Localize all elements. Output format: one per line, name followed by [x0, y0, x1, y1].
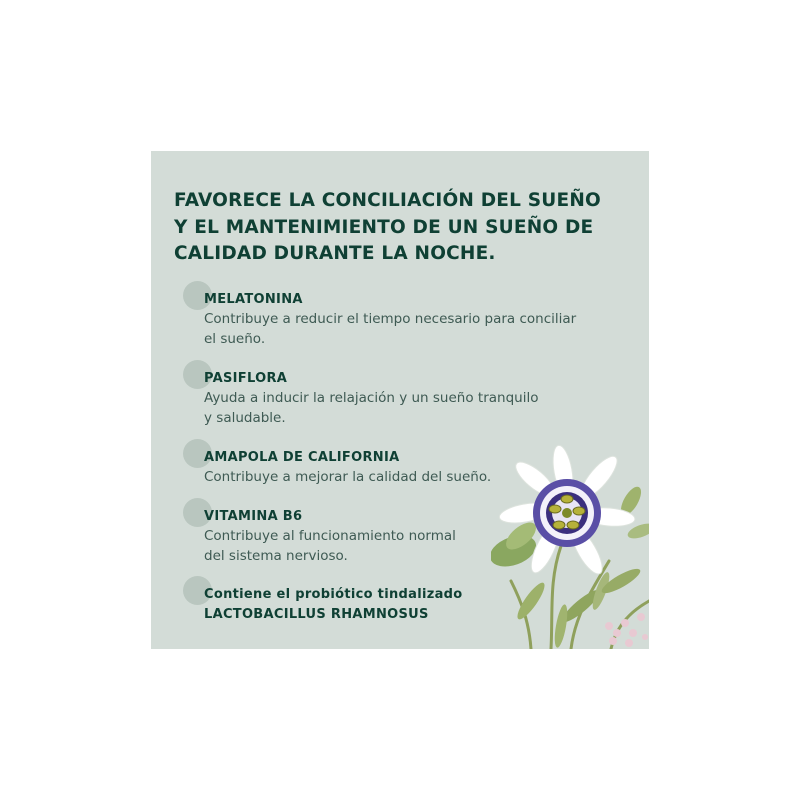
description-line: del sistema nervioso.	[204, 548, 348, 564]
ingredient-melatonina	[186, 290, 616, 349]
description-line: Ayuda a inducir la relajación y un sueño tranquilo	[204, 390, 539, 406]
headline	[174, 188, 634, 268]
description-line: Contribuye a reducir el tiempo necesario para conciliar	[204, 311, 577, 327]
passion-flower-illustration	[491, 441, 649, 649]
ingredient-title: VITAMINA B6	[204, 509, 303, 524]
headline-line: CALIDAD DURANTE LA NOCHE.	[174, 243, 496, 264]
description-line: Contribuye al funcionamiento normal	[204, 528, 456, 544]
ingredient-description	[204, 388, 604, 428]
description-line: Contribuye a mejorar la calidad del sueño.	[204, 469, 492, 485]
description-line: y saludable.	[204, 410, 286, 426]
ingredient-title: AMAPOLA DE CALIFORNIA	[204, 450, 400, 465]
headline-line: Y EL MANTENIMIENTO DE UN SUEÑO DE	[174, 216, 594, 238]
ingredient-title: MELATONINA	[204, 292, 303, 307]
ingredient-pasiflora	[186, 369, 616, 428]
info-panel	[151, 151, 649, 649]
description-line: el sueño.	[204, 331, 266, 347]
probiotic-line: Contiene el probiótico tindalizado	[204, 587, 463, 602]
headline-line: FAVORECE LA CONCILIACIÓN DEL SUEÑO	[174, 190, 601, 211]
probiotic-line: LACTOBACILLUS RHAMNOSUS	[204, 607, 429, 622]
ingredient-description	[204, 309, 604, 349]
ingredient-title: PASIFLORA	[204, 371, 288, 386]
